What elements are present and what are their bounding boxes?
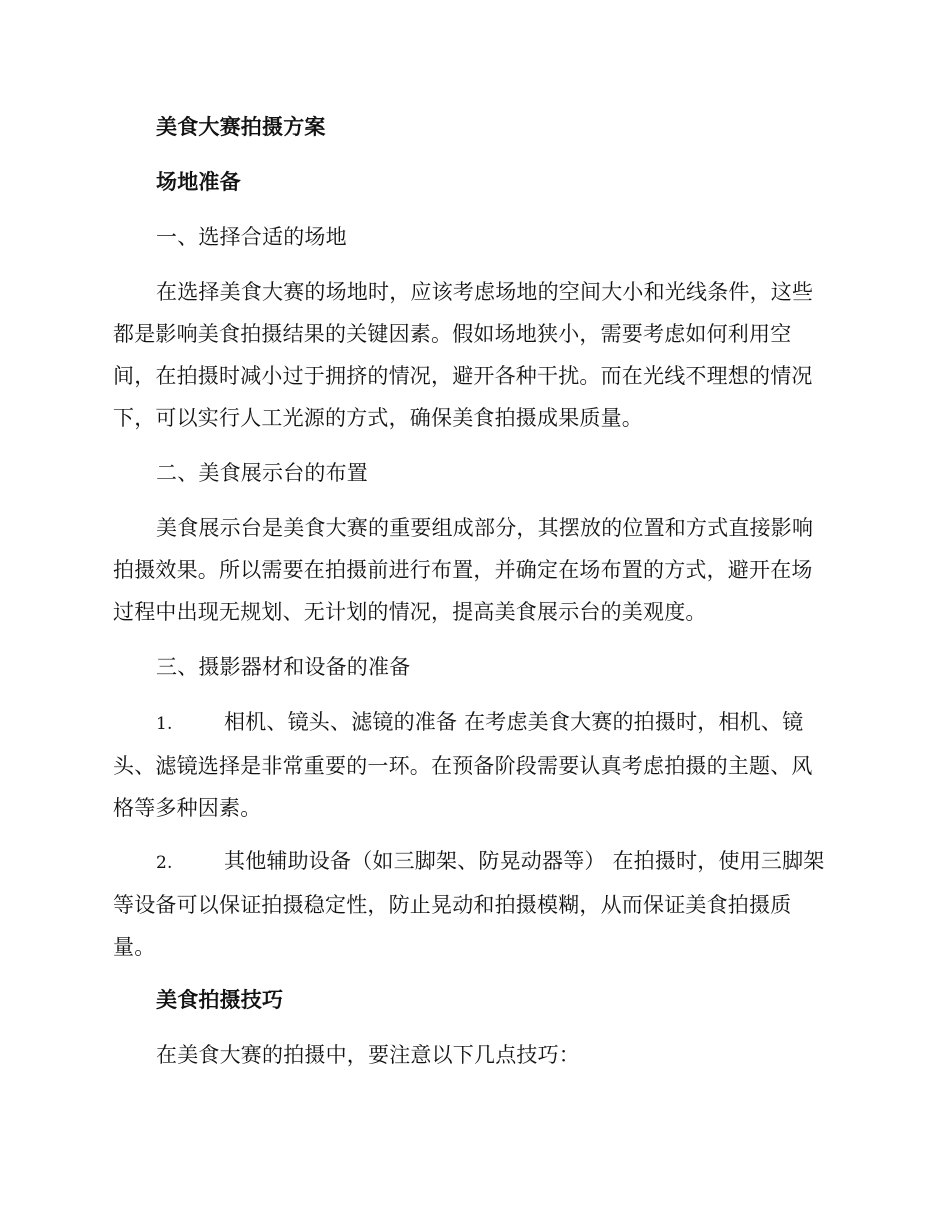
paragraph-techniques-intro: 在美食大赛的拍摄中，要注意以下几点技巧： <box>156 1043 580 1067</box>
section-heading-venue: 场地准备 <box>156 170 241 194</box>
list-item-number: 1. <box>156 714 173 734</box>
list-item-number: 2. <box>156 853 173 873</box>
subheading-display-table: 二、美食展示台的布置 <box>156 461 368 485</box>
subheading-equipment: 三、摄影器材和设备的准备 <box>156 655 411 679</box>
paragraph-choose-venue: 在选择美食大赛的场地时，应该考虑场地的空间大小和光线条件，这些都是影响美食拍摄结果的关键因素。假如场地狭小，需要考虑如何利用空间，在拍摄时减小过于拥挤的情况，避开各种干扰。而在光线不理想的情况下，可以实行人工光源的方式，确保美食拍摄成果质量。 <box>113 280 814 430</box>
paragraph-display-table: 美食展示台是美食大赛的重要组成部分，其摆放的位置和方式直接影响拍摄效果。所以需要在拍摄前进行布置，并确定在场布置的方式，避开在场过程中出现无规划、无计划的情况，提高美食展示台的美观度。 <box>113 516 814 624</box>
section-heading-techniques: 美食拍摄技巧 <box>156 988 284 1012</box>
list-item-text: 相机、镜头、滤镜的准备 在考虑美食大赛的拍摄时，相机、镜头、滤镜选择是非常重要的一环。在预备阶段需要认真考虑拍摄的主题、风格等多种因素。 <box>113 710 813 820</box>
list-item-text: 其他辅助设备（如三脚架、防晃动器等） 在拍摄时，使用三脚架等设备可以保证拍摄稳定性，防止晃动和拍摄模糊，从而保证美食拍摄质量。 <box>113 849 825 959</box>
subheading-choose-venue: 一、选择合适的场地 <box>156 225 347 249</box>
list-item-accessories <box>113 840 833 968</box>
list-item-camera <box>113 701 833 829</box>
document-title: 美食大赛拍摄方案 <box>156 115 326 139</box>
